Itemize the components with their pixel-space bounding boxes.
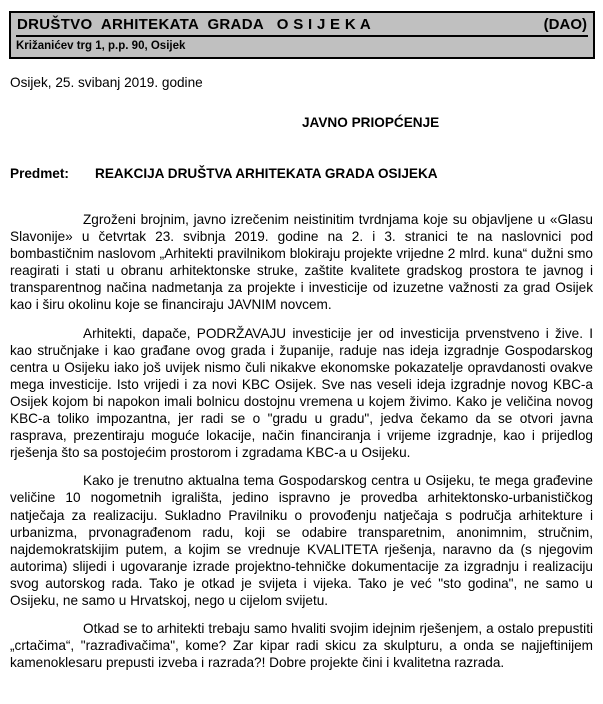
letterhead (9, 11, 595, 59)
org-name: DRUŠTVO ARHITEKATA GRADA O S I J E K A (17, 16, 372, 33)
subject-text: REAKCIJA DRUŠTVA ARHITEKATA GRADA OSIJEKA (95, 166, 438, 181)
dateline: Osijek, 25. svibanj 2019. godine (10, 75, 203, 90)
letter-body (10, 211, 593, 671)
paragraph-2: Arhitekti, dapače, PODRŽAVAJU investicije jer od investicija prvenstveno i žive. I kao stručnjake i kao građane ovog grada i županije, raduje nas ideja izgradnje Gospodarskog centra u Osijeku iako još uvijek nismo čuli nikakve ekonomske pokazatelje opravdanosti ovakve mega investicije. Isto vrijedi i za novi KBC Osijek. Sve nas veseli ideja izgradnje novog KBC-a Osijek kojom bi napokon imali bolnicu dostojnu vremena u kojem živimo. Kako je veličina novog KBC-a toliko impozantna, jer radi se o "gradu u gradu", jedva čekamo da se otvori javna rasprava, prezentiraju moguće lokacije, način financiranja i vrijeme izgradnje, kao i prijedlog rješenja što sa postojećim prostorom i zgradama KBC-a u Osijeku. (10, 325, 593, 461)
letterhead-title-row (16, 13, 588, 37)
org-address: Križanićev trg 1, p.p. 90, Osijek (16, 40, 186, 52)
paragraph-3: Kako je trenutno aktualna tema Gospodarskog centra u Osijeku, te mega građevine veličine 10 nogometnih igrališta, jedino ispravno je provedba arhitektonsko-urbanističkog natječaja za realizaciju. Sukladno Pravilniku o provođenju natječaja s područja arhitekture i urbanizma, prvonagrađenom radu, koji se odabire transparetnim, anonimnim, stručnim, najdemokratskijim putem, a kojim se vrednuje KVALITETA rješenja, naravno da (s njegovim autorima) slijedi i ugovaranje izrade projektno-tehničke dokumentacije za izgradnju i realizaciju svog autorskog rada. Tako je otkad je svijeta i vijeka. Tako je već "sto godina", ne samo u Osijeku, ne samo u Hrvatskoj, nego u cijelom svijetu. (10, 473, 593, 608)
paragraph-1: Zgroženi brojnim, javno izrečenim neistinitim tvrdnjama koje su objavljene u «Glasu Slavonije» u četvrtak 23. svibnja 2019. godine na 2. i 3. stranici te na naslovnici pod bombastičnim naslovom „Arhitekti pravilnikom blokiraju projekte vrijedne 2 mlrd. kuna“ dužni smo reagirati i stati u obranu arhitektonske struke, zaštite kvalitete gradskog prostora te javnog i transparentnog načina nadmetanja za projekte i investicije od izuzetne važnosti za grad Osijek kao i širu okolinu koje se financiraju JAVNIM novcem. (10, 212, 593, 313)
subject-label: Predmet: (10, 166, 69, 181)
paragraph-4: Otkad se to arhitekti trebaju samo hvaliti svojim idejnim rješenjem, a ostalo prepustiti „crtačima“, "razrađivačima", kome? Zar kipar radi skicu za skulpturu, a onda se najjeftinijem kamenoklesaru prepusti izveba i razrada?! Dobre projekte čini i kvalitetna razrada. (10, 621, 593, 671)
org-abbreviation: (DAO) (543, 16, 587, 33)
document-type-heading: JAVNO PRIOPĆENJE (302, 115, 440, 130)
subject-row (10, 165, 593, 182)
